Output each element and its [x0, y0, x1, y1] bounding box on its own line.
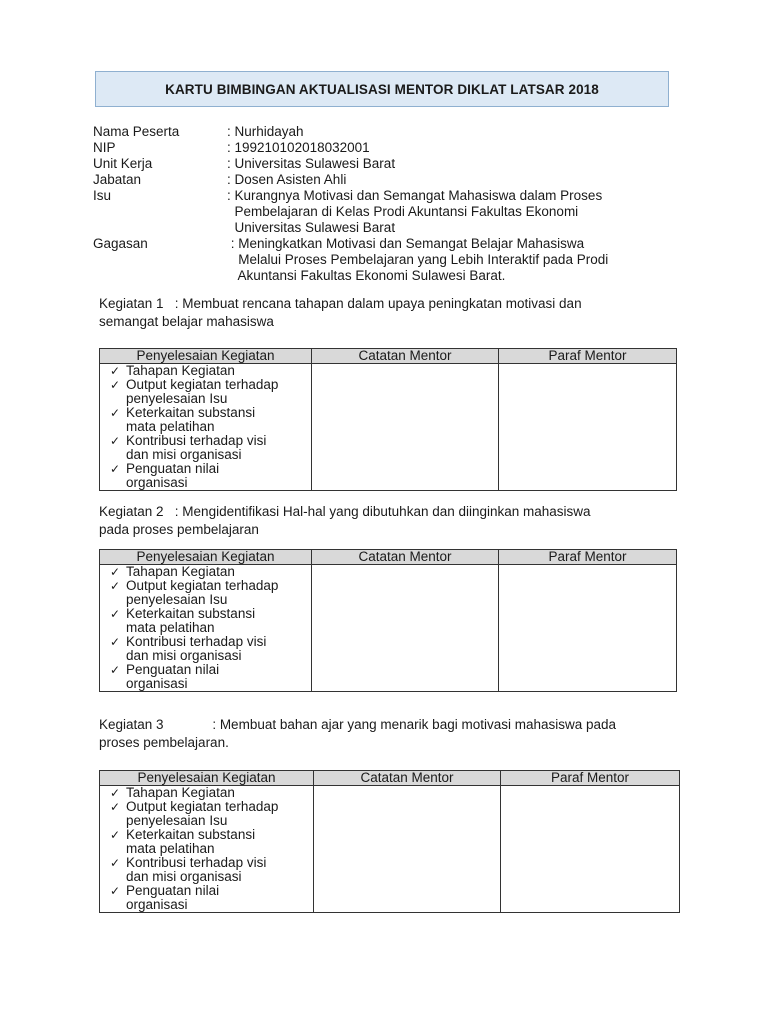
checklist-item: ✓ Output kegiatan terhadap penyelesaian Isu [110, 799, 279, 828]
participant-info [93, 124, 608, 284]
info-row-isu-cont: Universitas Sulawesi Barat [227, 220, 396, 235]
checklist-cell [100, 786, 314, 913]
check-icon: ✓ [110, 462, 121, 476]
checklist [100, 565, 311, 691]
checklist [100, 364, 311, 490]
kegiatan-1-description: Kegiatan 1 : Membuat rencana tahapan dalam upaya peningkatan motivasi dan semangat belajar mahasiswa [99, 296, 582, 329]
header-catatan-mentor: Catatan Mentor [312, 550, 499, 565]
paraf-mentor-cell[interactable] [499, 364, 677, 491]
checklist-item: ✓ Output kegiatan terhadap penyelesaian Isu [110, 377, 279, 406]
kegiatan-1-table [99, 348, 677, 491]
checklist-cell [100, 565, 312, 692]
paraf-mentor-cell[interactable] [501, 786, 680, 913]
info-row-gagasan: Gagasan : Meningkatkan Motivasi dan Semangat Belajar Mahasiswa [93, 236, 585, 251]
header-penyelesaian: Penyelesaian Kegiatan [100, 550, 312, 565]
checklist-cell [100, 364, 312, 491]
check-icon: ✓ [110, 856, 121, 870]
checklist-item: ✓ Kontribusi terhadap visi dan misi organisasi [110, 855, 267, 884]
header-paraf-mentor: Paraf Mentor [499, 550, 677, 565]
kegiatan-3-description: Kegiatan 3 : Membuat bahan ajar yang menarik bagi motivasi mahasiswa pada proses pembelajaran. [99, 717, 617, 750]
check-icon: ✓ [110, 406, 121, 420]
info-row-isu-cont: Pembelajaran di Kelas Prodi Akuntansi Fakultas Ekonomi [227, 204, 579, 219]
checklist-item: ✓ Penguatan nilai organisasi [110, 662, 220, 691]
check-icon: ✓ [110, 884, 121, 898]
info-row-jabatan: Jabatan : Dosen Asisten Ahli [93, 172, 347, 187]
checklist-item: ✓ Keterkaitan substansi mata pelatihan [110, 405, 256, 434]
checklist-item: ✓ Penguatan nilai organisasi [110, 461, 220, 490]
catatan-mentor-cell[interactable] [312, 364, 499, 491]
kegiatan-2-table [99, 549, 677, 692]
checklist [100, 786, 313, 912]
header-paraf-mentor: Paraf Mentor [501, 771, 680, 786]
info-row-nip: NIP : 199210102018032001 [93, 140, 370, 155]
check-icon: ✓ [110, 565, 121, 579]
check-icon: ✓ [110, 378, 121, 392]
checklist-item: ✓ Kontribusi terhadap visi dan misi organisasi [110, 634, 267, 663]
info-row-unit-kerja: Unit Kerja : Universitas Sulawesi Barat [93, 156, 396, 171]
header-penyelesaian: Penyelesaian Kegiatan [100, 349, 312, 364]
paraf-mentor-cell[interactable] [499, 565, 677, 692]
info-row-gagasan-cont: Akuntansi Fakultas Ekonomi Sulawesi Barat. [227, 268, 506, 283]
header-catatan-mentor: Catatan Mentor [312, 349, 499, 364]
check-icon: ✓ [110, 786, 121, 800]
check-icon: ✓ [110, 800, 121, 814]
checklist-item: ✓ Penguatan nilai organisasi [110, 883, 220, 912]
check-icon: ✓ [110, 607, 121, 621]
info-row-isu: Isu : Kurangnya Motivasi dan Semangat Mahasiswa dalam Proses [93, 188, 603, 203]
header-paraf-mentor: Paraf Mentor [499, 349, 677, 364]
check-icon: ✓ [110, 434, 121, 448]
info-row-nama: Nama Peserta : Nurhidayah [93, 124, 304, 139]
header-catatan-mentor: Catatan Mentor [314, 771, 501, 786]
checklist-item: ✓ Kontribusi terhadap visi dan misi organisasi [110, 433, 267, 462]
checklist-item: ✓ Keterkaitan substansi mata pelatihan [110, 606, 256, 635]
checklist-item: ✓ Tahapan Kegiatan [110, 564, 235, 579]
checklist-item: ✓ Tahapan Kegiatan [110, 363, 235, 378]
catatan-mentor-cell[interactable] [312, 565, 499, 692]
catatan-mentor-cell[interactable] [314, 786, 501, 913]
kegiatan-2-description: Kegiatan 2 : Mengidentifikasi Hal-hal yang dibutuhkan dan diinginkan mahasiswa pada proses pembelajaran [99, 504, 591, 537]
checklist-item: ✓ Tahapan Kegiatan [110, 785, 235, 800]
checklist-item: ✓ Output kegiatan terhadap penyelesaian Isu [110, 578, 279, 607]
title-text: KARTU BIMBINGAN AKTUALISASI MENTOR DIKLAT LATSAR 2018 [165, 81, 599, 97]
checklist-item: ✓ Keterkaitan substansi mata pelatihan [110, 827, 256, 856]
header-penyelesaian: Penyelesaian Kegiatan [100, 771, 314, 786]
check-icon: ✓ [110, 579, 121, 593]
check-icon: ✓ [110, 828, 121, 842]
check-icon: ✓ [110, 663, 121, 677]
check-icon: ✓ [110, 635, 121, 649]
document-title [95, 71, 669, 107]
check-icon: ✓ [110, 364, 121, 378]
kegiatan-3-table [99, 770, 680, 913]
info-row-gagasan-cont: Melalui Proses Pembelajaran yang Lebih Interaktif pada Prodi [227, 252, 609, 267]
